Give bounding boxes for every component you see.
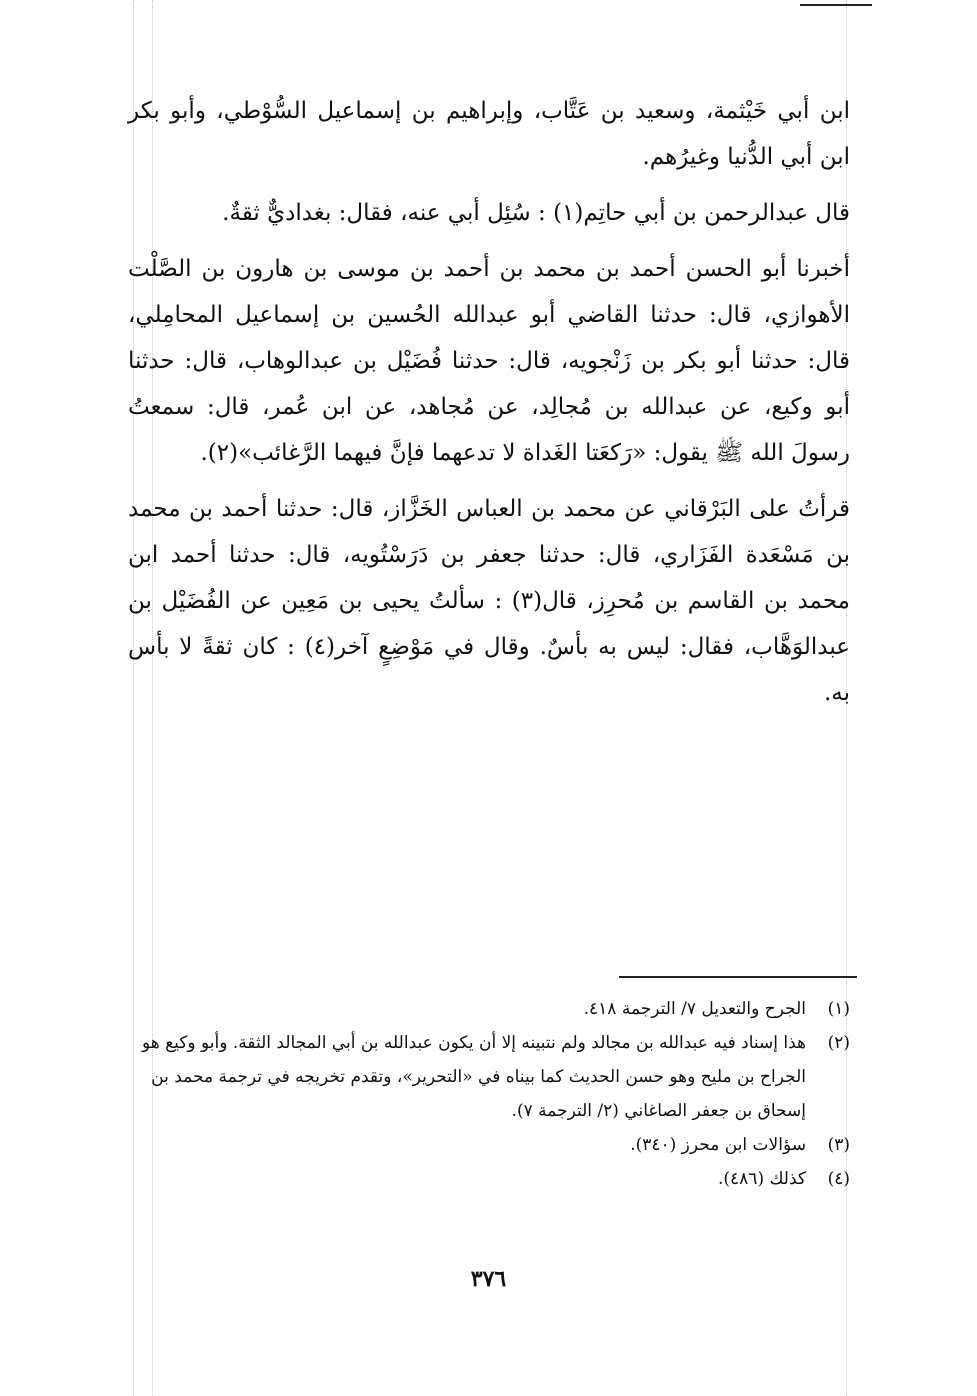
paragraph: ابن أبي خَيْثمة، وسعيد بن عَتَّاب، وإبراهيم بن إسماعيل السُّوْطي، وأبو بكر ابن أبي الدُّنيا وغيرُهم.: [128, 98, 851, 170]
paragraph: أخبرنا أبو الحسن أحمد بن محمد بن أحمد بن موسى بن هارون بن الصَّلْت الأهوازي، قال: حدثنا القاضي أبو عبدالله الحُسين بن إسماعيل المحامِلي، قال: حدثنا أبو بكر بن زَنْجويه، قال: حدثنا فُضَيْل بن عبدالوهاب، قال: حدثنا أبو وكيع، عن عبدالله بن مُجالِد، عن مُجاهد، عن ابن عُمر، قال: سمعتُ رسولَ الله ﷺ يقول: «رَكعَتا الغَداة لا تدعهما فإنَّ فيهما الرَّغائب»(٢).: [128, 256, 850, 466]
footnotes: [128, 992, 850, 1196]
paragraph: قرأتُ على البَرْقاني عن محمد بن العباس الخَزَّاز، قال: حدثنا أحمد بن محمد بن مَسْعَدة الفَزَاري، قال: حدثنا جعفر بن دَرَسْتُويه، قال: حدثنا أحمد ابن محمد بن القاسم بن مُحرِز، قال(٣) : سألتُ يحيى بن مَعِين عن الفُضَيْل بن عبدالوَهَّاب، فقال: ليس به بأسٌ. وقال في مَوْضِعٍ آخر(٤) : كان ثقةً لا بأس به.: [128, 496, 850, 706]
page-number: ٣٧٦: [470, 1266, 507, 1292]
footnote-separator: [619, 976, 857, 978]
footnote-text: هذا إسناد فيه عبدالله بن مجالد ولم نتبينه إلا أن يكون عبدالله بن أبي المجالد الثقة. وأبو وكيع هو الجراح بن مليح وهو حسن الحديث كما بيناه في «التحرير»، وتقدم تخريجه في ترجمة محمد بن إسحاق بن جعفر الصاغاني (٢/ الترجمة ٧).: [141, 1033, 806, 1121]
footnote: [128, 1026, 850, 1128]
paragraph: قال عبدالرحمن بن أبي حاتِم(١) : سُئِل أبي عنه، فقال: بغداديٌّ ثقةٌ.: [222, 200, 850, 226]
footnote-number: (٤): [827, 1169, 850, 1189]
main-text: [128, 88, 850, 726]
footnote-number: (١): [827, 999, 850, 1019]
footnote-text: الجرح والتعديل ٧/ الترجمة ٤١٨.: [583, 999, 806, 1019]
footnote-text: كذلك (٤٨٦).: [717, 1169, 806, 1189]
footnote-number: (٢): [827, 1033, 850, 1053]
footnote-number: (٣): [827, 1135, 850, 1155]
footnote: [128, 992, 850, 1026]
footnote: [128, 1162, 850, 1196]
header-rule: [800, 4, 872, 6]
footnote: [128, 1128, 850, 1162]
footnote-text: سؤالات ابن محرز (٣٤٠).: [630, 1135, 806, 1155]
